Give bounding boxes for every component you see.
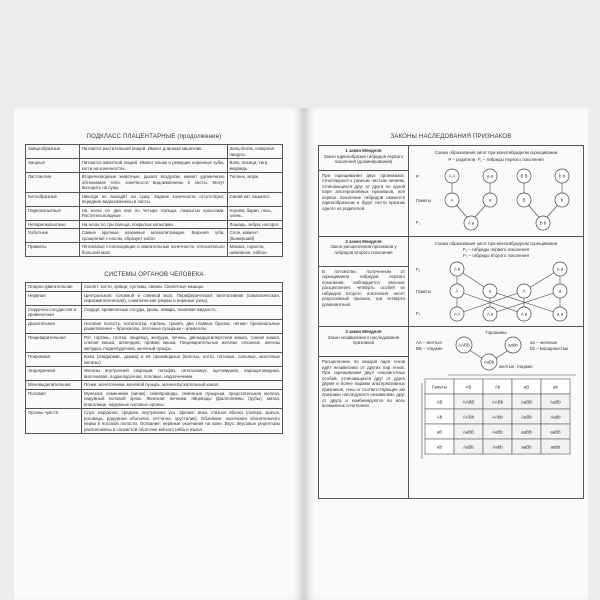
table-cell: Хищные: [26, 159, 80, 173]
punnett-text: aB: [436, 429, 443, 435]
legend-text: AA – желтые: [416, 340, 442, 345]
table-cell: На ногах по три пальца, покрытых копытами.: [79, 220, 227, 229]
punnett-text: AaBb: [463, 444, 474, 450]
allele-label: aabb: [508, 342, 518, 348]
hybrid-label: желтые, гладкие: [499, 364, 533, 369]
scheme-legend: F₁ – гибриды первого поколения: [463, 246, 529, 252]
table-cell: Сердце, кровеносные сосуды, кровь, лимфа, тканевая жидкость.: [81, 305, 282, 319]
punnett-text: aaBB: [521, 429, 532, 435]
allele-label: a a: [486, 173, 494, 179]
scheme-legend: P – родители, F₁ – гибриды первого поколения: [448, 157, 544, 162]
table-cell: Центральная: головной и спинной мозг. Периферическая: вегетативная (симпатическая, парасимпатическая), соматическая (нервы и нервные узлы).: [81, 291, 282, 305]
table-cell: Рот, гортань, глотка, пищевод, желудок, печень, двенадцатиперстная кишка, тонкая кишка, слепая кишка, аппендикс, прямая кишка. Пищеварительные железы: слюнные, железы желудка, поджелудочная, желчный пузырь.: [81, 333, 282, 353]
punnett-text: AB: [436, 399, 443, 405]
punnett-text: Ab: [494, 384, 501, 390]
table-row: [26, 319, 283, 333]
punnett-text: AaBB: [462, 429, 475, 435]
table-row: [26, 389, 283, 409]
row-label: F₁: [416, 220, 421, 225]
law1-scheme: [409, 146, 584, 237]
table-cell: Пищеварительная: [26, 333, 82, 353]
organ-systems-title: СИСТЕМЫ ОРГАНОВ ЧЕЛОВЕКА: [104, 272, 204, 278]
table-row: [26, 220, 283, 229]
punnett-text: aabb: [550, 444, 561, 450]
table-cell: На ногах по два или по четыре пальца, покрытых копытами. Растительноядные.: [79, 206, 227, 220]
table-cell: Покровная: [26, 353, 82, 367]
punnett-text: aaBb: [550, 429, 561, 435]
law2-header: 2 закон Менделя Закон расщепления признаков у гибридов второго поколения: [319, 236, 409, 266]
placental-title: ПОДКЛАСС ПЛАЦЕНТАРНЫЕ (продолжение): [86, 134, 222, 140]
allele-label: B b: [539, 220, 547, 226]
punnett-text: AB: [465, 384, 472, 390]
table-cell: Пятипалые стопоходящие и хватательные конечности, относительно большой мозг.: [79, 243, 227, 257]
allele-label: A a: [486, 311, 494, 317]
punnett-text: AaBb: [492, 429, 503, 435]
punnett-text: ab: [437, 444, 442, 450]
mendel-laws-table: [318, 145, 584, 499]
punnett-text: Aabb: [550, 414, 561, 420]
law1-header: 1 закон Менделя Закон единообразия гибридов первого поколения (доминирования): [319, 146, 409, 171]
punnett-text: Гаметы: [431, 384, 448, 390]
table-cell: Скелет: кости, хрящи, суставы, связки. Скелетные мышцы.: [81, 283, 282, 292]
table-cell: Питаются животной пищей. Имеют клыки и режущие коренные зубы, когти на конечностях.: [79, 159, 227, 173]
allele-label: AABB: [458, 342, 470, 348]
table-cell: Мочевыделительная: [26, 381, 82, 390]
table-row: [26, 243, 283, 257]
table-row: [26, 409, 283, 434]
allele-label: A A: [448, 173, 456, 179]
table-row: [26, 333, 283, 353]
table-cell: Зайцеобразные: [26, 145, 80, 159]
table-cell: Дыхательная: [26, 319, 82, 333]
table-cell: Ластоногие: [26, 173, 80, 193]
table-cell: Слух: наружное, среднее, внутреннее ухо. Зрение: веки, глазное яблоко (склера, зрачок, роговица, радужная оболочка, сетчатка, хрусталик). Обоняние: окончания обонятельного нерва в носовой полости. Осязание: нервные окончания на коже. Вкус: вкусовые рецепторы расположены в слизистой оболочке мягкого нёба и языка.: [81, 409, 282, 434]
table-cell: Китообразные: [26, 192, 80, 206]
organ-systems-table: [25, 282, 283, 434]
table-cell: Макака, горилла, шимпанзе, гиббон.: [227, 243, 282, 257]
table-cell: Сердечно-сосудистая и кровеносная: [26, 305, 82, 319]
table-row: [26, 159, 283, 173]
punnett-text: Ab: [436, 414, 443, 420]
heredity-title: ЗАКОНЫ НАСЛЕДОВАНИЯ ПРИЗНАКОВ: [390, 134, 512, 140]
legend-text: bb – морщинистые: [530, 346, 569, 351]
table-cell: Слон, мамонт (вымерший).: [227, 229, 282, 243]
table-cell: Корова, баран, лось, олень.: [227, 206, 282, 220]
table-cell: Хоботные: [26, 229, 80, 243]
scheme-legend: F₂ – гибриды второго поколения: [463, 252, 529, 258]
allele-label: a a: [556, 311, 564, 317]
table-cell: Синий кит, кашалот.: [227, 192, 282, 206]
allele-label: b b: [558, 173, 566, 179]
right-page: [304, 108, 588, 600]
table-row: [26, 381, 283, 390]
table-cell: Мужская: семенники (яички), семяпроводы, семенные пузырьки, предстательная железа, наружный половой орган. Женская: яичники, яйцеводы (фаллопиевы трубы), матка, влагалище, наружные половые органы.: [81, 389, 282, 409]
table-cell: Приматы: [26, 243, 80, 257]
table-cell: Самые крупные наземные млекопитающие. Верхняя губа, срощенная с носом, образует хобот.: [79, 229, 227, 243]
table-cell: Непарнокопытные: [26, 220, 80, 229]
law3-scheme: [409, 327, 584, 499]
table-cell: Заяц-беляк, северная пищуха.: [227, 145, 282, 159]
table-cell: Опорно-двигательная: [26, 283, 82, 292]
scheme-caption: Схема образования зигот при моногибридном скрещивании: [434, 150, 558, 155]
legend-text: aa – зеленые: [530, 340, 558, 345]
allele-label: a: [488, 197, 492, 203]
table-row: [26, 291, 283, 305]
allele-label: A a: [520, 311, 528, 317]
left-page: [14, 108, 304, 600]
table-cell: Почки, мочеточники, мочевой пузырь, мочеиспускательный канал.: [81, 381, 282, 390]
law1-text: При скрещивании двух организмов, относящихся к разным чистым линиям, отличающихся друг от друга по одной паре альтернативных признаков, всё первое поколение гибридов окажется единообразным и будет нести признак одного из родителей.: [319, 170, 409, 236]
law3-header: 3 закон Менделя Закон независимого наследования признаков: [319, 327, 409, 357]
allele-label: AaBb: [483, 359, 495, 365]
row-label: Гаметы: [416, 198, 432, 203]
row-label: P: [416, 174, 419, 179]
table-row: [26, 206, 283, 220]
table-cell: Тюлень, морж.: [227, 173, 282, 193]
table-cell: Питаются растительной пищей. Имеют длинный кишечник.: [79, 145, 227, 159]
table-cell: Лошадь, зебра, носорог.: [227, 220, 282, 229]
table-row: [26, 145, 283, 159]
placental-orders-table: [25, 144, 283, 257]
punnett-text: Aabb: [492, 444, 503, 450]
table-cell: Половая: [26, 389, 82, 409]
table-cell: Вторичноводные животные, дышат воздухом, имеют удлинённое обтекаемое тело, конечности видоизменены в ласты. Могут выходить на сушу.: [79, 173, 227, 193]
row-label: F₂: [416, 310, 421, 316]
table-row: [26, 305, 283, 319]
law2-text: В потомстве, полученном от скрещивания гибридов первого поколения, наблюдается явление расщепления: четверть особей из гибридов второго поколения несёт рецессивный признак, три четверти доминантный.: [319, 266, 409, 326]
allele-label: A a: [556, 266, 564, 272]
allele-label: A: [455, 288, 459, 294]
table-cell: Носовая полость, носоглотка, гортань, трахея, два главных бронха, лёгкие: бронхиальные разветвления – бронхиолы, лёгочные пузырьки – альвеолы.: [81, 319, 282, 333]
punnett-text: aB: [523, 384, 530, 390]
peas-label: Горошины: [485, 330, 507, 335]
scheme-caption: Схема образования зигот при моногибридном скрещивании: [434, 240, 558, 246]
allele-label: A a: [453, 266, 461, 272]
table-cell: Эндокринная: [26, 367, 82, 381]
punnett-text: AABb: [462, 414, 475, 420]
allele-label: b: [560, 197, 564, 203]
legend-text: BB – гладкие: [416, 346, 443, 351]
table-row: [26, 367, 283, 381]
table-cell: Органы чувств: [26, 409, 82, 434]
punnett-text: AaBb: [550, 399, 561, 405]
table-cell: Парнокопытные: [26, 206, 80, 220]
allele-label: a: [558, 288, 562, 294]
table-row: [26, 229, 283, 243]
table-row: [26, 283, 283, 292]
table-cell: Железы внутренней секреции: гипофиз, гипоталамус, щитовидная, паращитовидная, вилочковая, поджелудочная, половые, надпочечники.: [81, 367, 282, 381]
punnett-text: AAbb: [492, 414, 503, 420]
row-label: Гаметы: [416, 288, 432, 294]
table-row: [26, 192, 283, 206]
table-cell: Волк, лисица, тигр, медведь.: [227, 159, 282, 173]
row-label: F₁: [416, 266, 421, 272]
allele-label: A A: [453, 311, 461, 317]
punnett-text: AaBb: [521, 414, 532, 420]
punnett-text: AABb: [491, 399, 504, 405]
allele-label: A: [522, 288, 526, 294]
table-row: [26, 173, 283, 193]
law3-text: Расщепление по каждой паре генов идёт независимо от других пар генов. При скрещивании двух гомозиготных особей, отличающихся друг от друга двумя и более парами альтернативных признаков, гены и соответствующие им признаки наследуются независимо друг от друга и комбинируются во всех возможных сочетаниях.: [319, 357, 409, 499]
table-cell: Никогда не выходят на сушу. Задние конечности отсутствуют, передние видоизменены в ласты.: [79, 192, 227, 206]
table-cell: Нервная: [26, 291, 82, 305]
punnett-text: AaBB: [520, 399, 533, 405]
punnett-text: AABB: [462, 399, 475, 405]
table-row: [26, 353, 283, 367]
punnett-text: ab: [553, 384, 558, 390]
allele-label: A a: [467, 220, 475, 226]
punnett-text: aaBb: [521, 444, 532, 450]
table-cell: Кожа (эпидермис, дерма) и её производные (волосы, ногти, потовые, сальные, молочные железы).: [81, 353, 282, 367]
allele-label: a: [488, 288, 492, 294]
allele-label: A: [450, 197, 454, 203]
allele-label: B B: [520, 173, 528, 179]
allele-label: B: [522, 197, 526, 203]
law2-scheme: [409, 236, 584, 327]
